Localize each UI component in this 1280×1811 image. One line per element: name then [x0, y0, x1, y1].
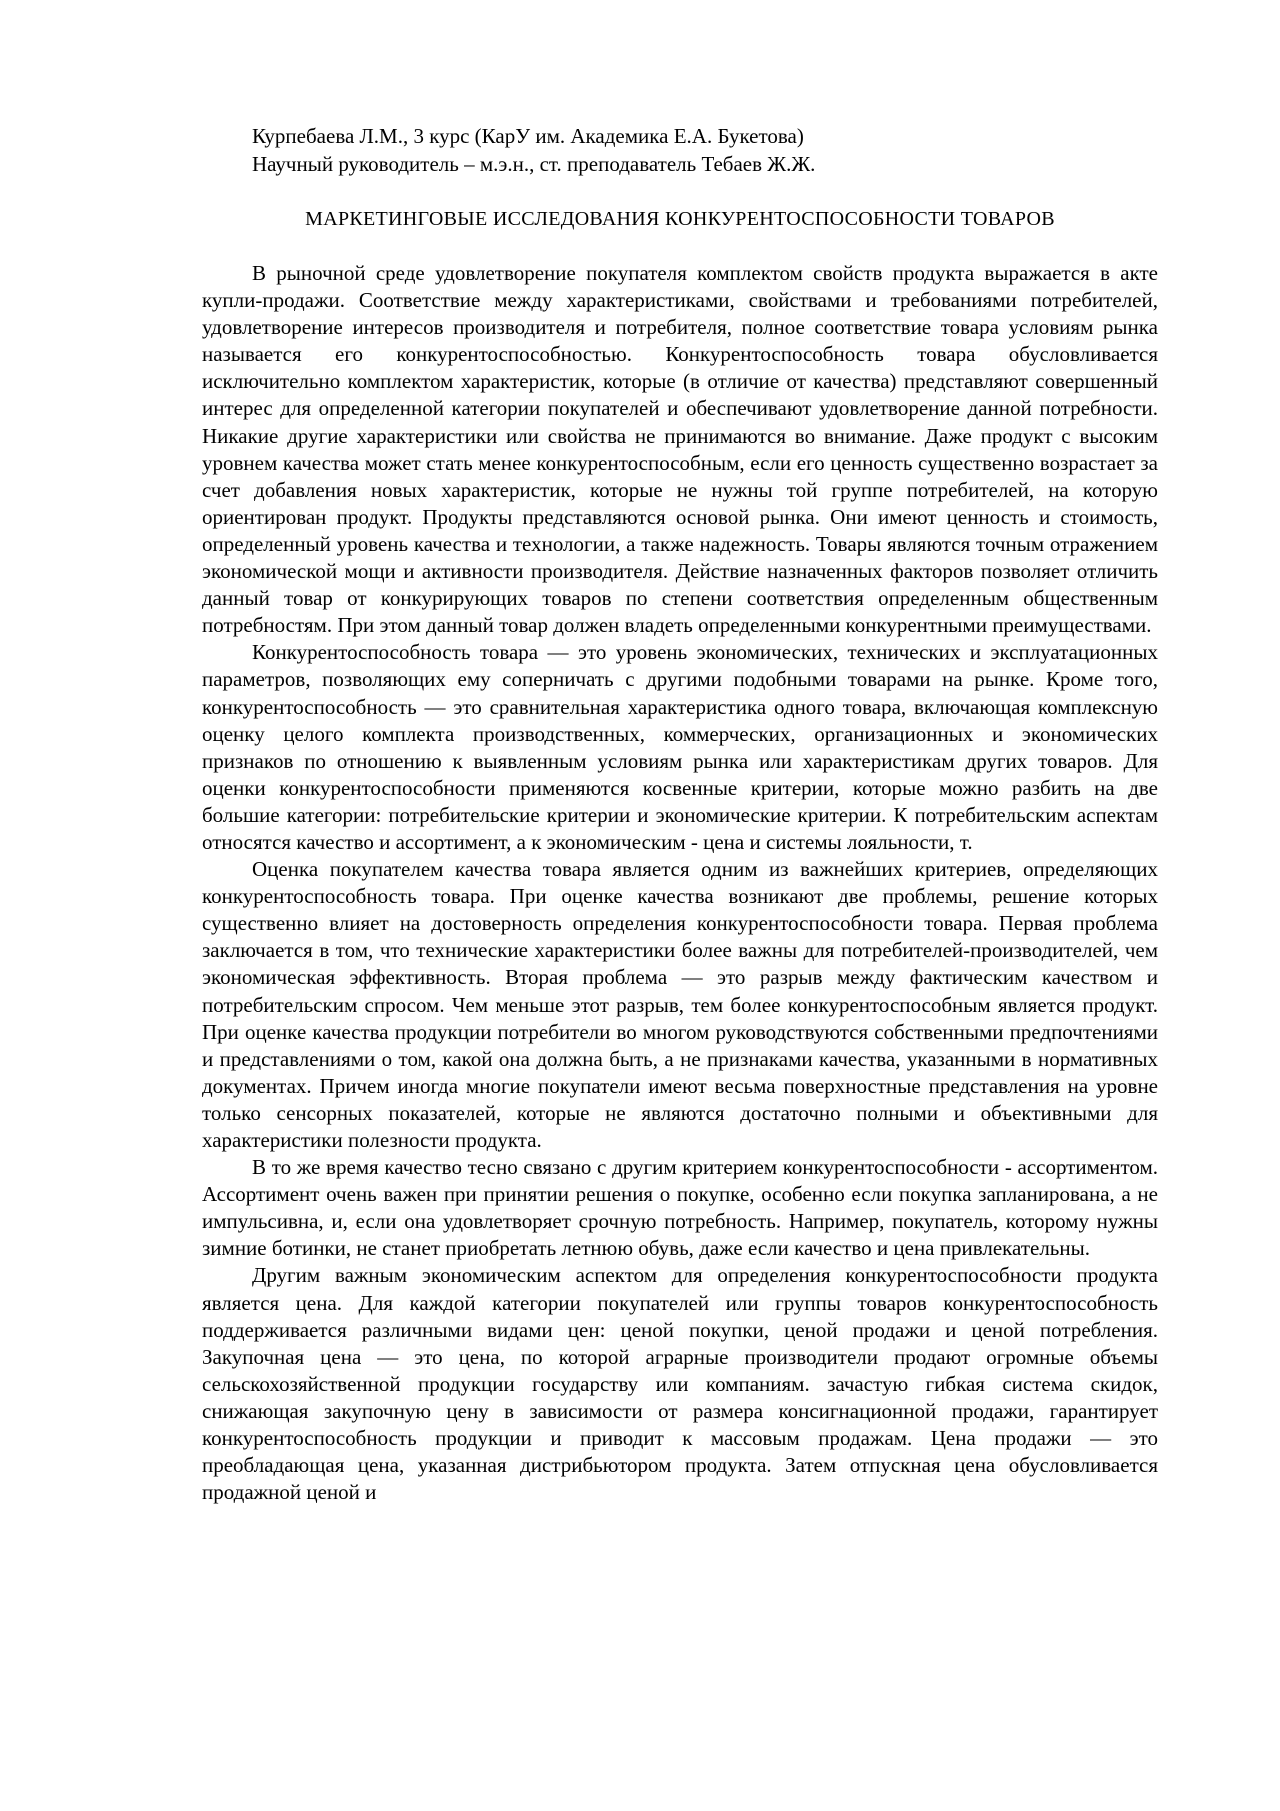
supervisor-line: Научный руководитель – м.э.н., ст. преподаватель Тебаев Ж.Ж. — [252, 152, 816, 176]
paragraph: В рыночной среде удовлетворение покупателя комплектом свойств продукта выражается в акте купли-продажи. Соответствие между характеристиками, свойствами и требованиями потребителей, удовлетворение интересов производителя и потребителя, полное соответствие товара условиям рынка называется его конкурентоспособностью. Конкурентоспособность товара обусловливается исключительно комплектом характеристик, которые (в отличие от качества) представляют совершенный интерес для определенной категории покупателей и обеспечивают удовлетворение данной потребности. Никакие другие характеристики или свойства не принимаются во внимание. Даже продукт с высоким уровнем качества может стать менее конкурентоспособным, если его ценность существенно возрастает за счет добавления новых характеристик, которые не нужны той группе потребителей, на которую ориентирован продукт. Продукты представляются основой рынка. Они имеют ценность и стоимость, определенный уровень качества и технологии, а также надежность. Товары являются точным отражением экономической мощи и активности производителя. Действие назначенных факторов позволяет отличить данный товар от конкурирующих товаров по степени соответствия определенным общественным потребностям. При этом данный товар должен владеть определенными конкурентными преимуществами. — [202, 261, 1158, 638]
header-block — [252, 122, 1152, 178]
paragraph: Конкурентоспособность товара — это уровень экономических, технических и эксплуатационных параметров, позволяющих ему соперничать с другими подобными товарами на рынке. Кроме того, конкурентоспособность — это сравнительная характеристика одного товара, включающая комплексную оценку целого комплекта производственных, коммерческих, организационных и экономических признаков по отношению к выявленным условиям рынка или характеристикам других товаров. Для оценки конкурентоспособности применяются косвенные критерии, которые можно разбить на две большие категории: потребительские критерии и экономические критерии. К потребительским аспектам относятся качество и ассортимент, а к экономическим - цена и системы лояльности, т. — [202, 640, 1158, 854]
article-body — [202, 260, 1158, 1506]
article-title: МАРКЕТИНГОВЫЕ ИССЛЕДОВАНИЯ КОНКУРЕНТОСПОСОБНОСТИ ТОВАРОВ — [305, 208, 1055, 230]
author-line: Курпебаева Л.М., 3 курс (КарУ им. Академика Е.А. Букетова) — [252, 124, 804, 148]
paragraph: Оценка покупателем качества товара является одним из важнейших критериев, определяющих конкурентоспособность товара. При оценке качества возникают две проблемы, решение которых существенно влияет на достоверность определения конкурентоспособности товара. Первая проблема заключается в том, что технические характеристики более важны для потребителей-производителей, чем экономическая эффективность. Вторая проблема — это разрыв между фактическим качеством и потребительским спросом. Чем меньше этот разрыв, тем более конкурентоспособным является продукт. При оценке качества продукции потребители во многом руководствуются собственными предпочтениями и представлениями о том, какой она должна быть, а не признаками качества, указанными в нормативных документах. Причем иногда многие покупатели имеют весьма поверхностные представления на уровне только сенсорных показателей, которые не являются достаточно полными и объективными для характеристики полезности продукта. — [202, 857, 1158, 1152]
paragraph: В то же время качество тесно связано с другим критерием конкурентоспособности - ассортиментом. Ассортимент очень важен при принятии решения о покупке, особенно если покупка запланирована, а не импульсивна, и, если она удовлетворяет срочную потребность. Например, покупатель, которому нужны зимние ботинки, не станет приобретать летнюю обувь, даже если качество и цена привлекательны. — [202, 1155, 1158, 1261]
paragraph: Другим важным экономическим аспектом для определения конкурентоспособности продукта является цена. Для каждой категории покупателей или группы товаров конкурентоспособность поддерживается различными видами цен: ценой покупки, ценой продажи и ценой потребления. Закупочная цена — это цена, по которой аграрные производители продают огромные объемы сельскохозяйственной продукции государству или компаниям. зачастую гибкая система скидок, снижающая закупочную цену в зависимости от размера консигнационной продажи, гарантирует конкурентоспособность продукции и приводит к массовым продажам. Цена продажи — это преобладающая цена, указанная дистрибьютором продукта. Затем отпускная цена обусловливается продажной ценой и — [202, 1263, 1158, 1505]
